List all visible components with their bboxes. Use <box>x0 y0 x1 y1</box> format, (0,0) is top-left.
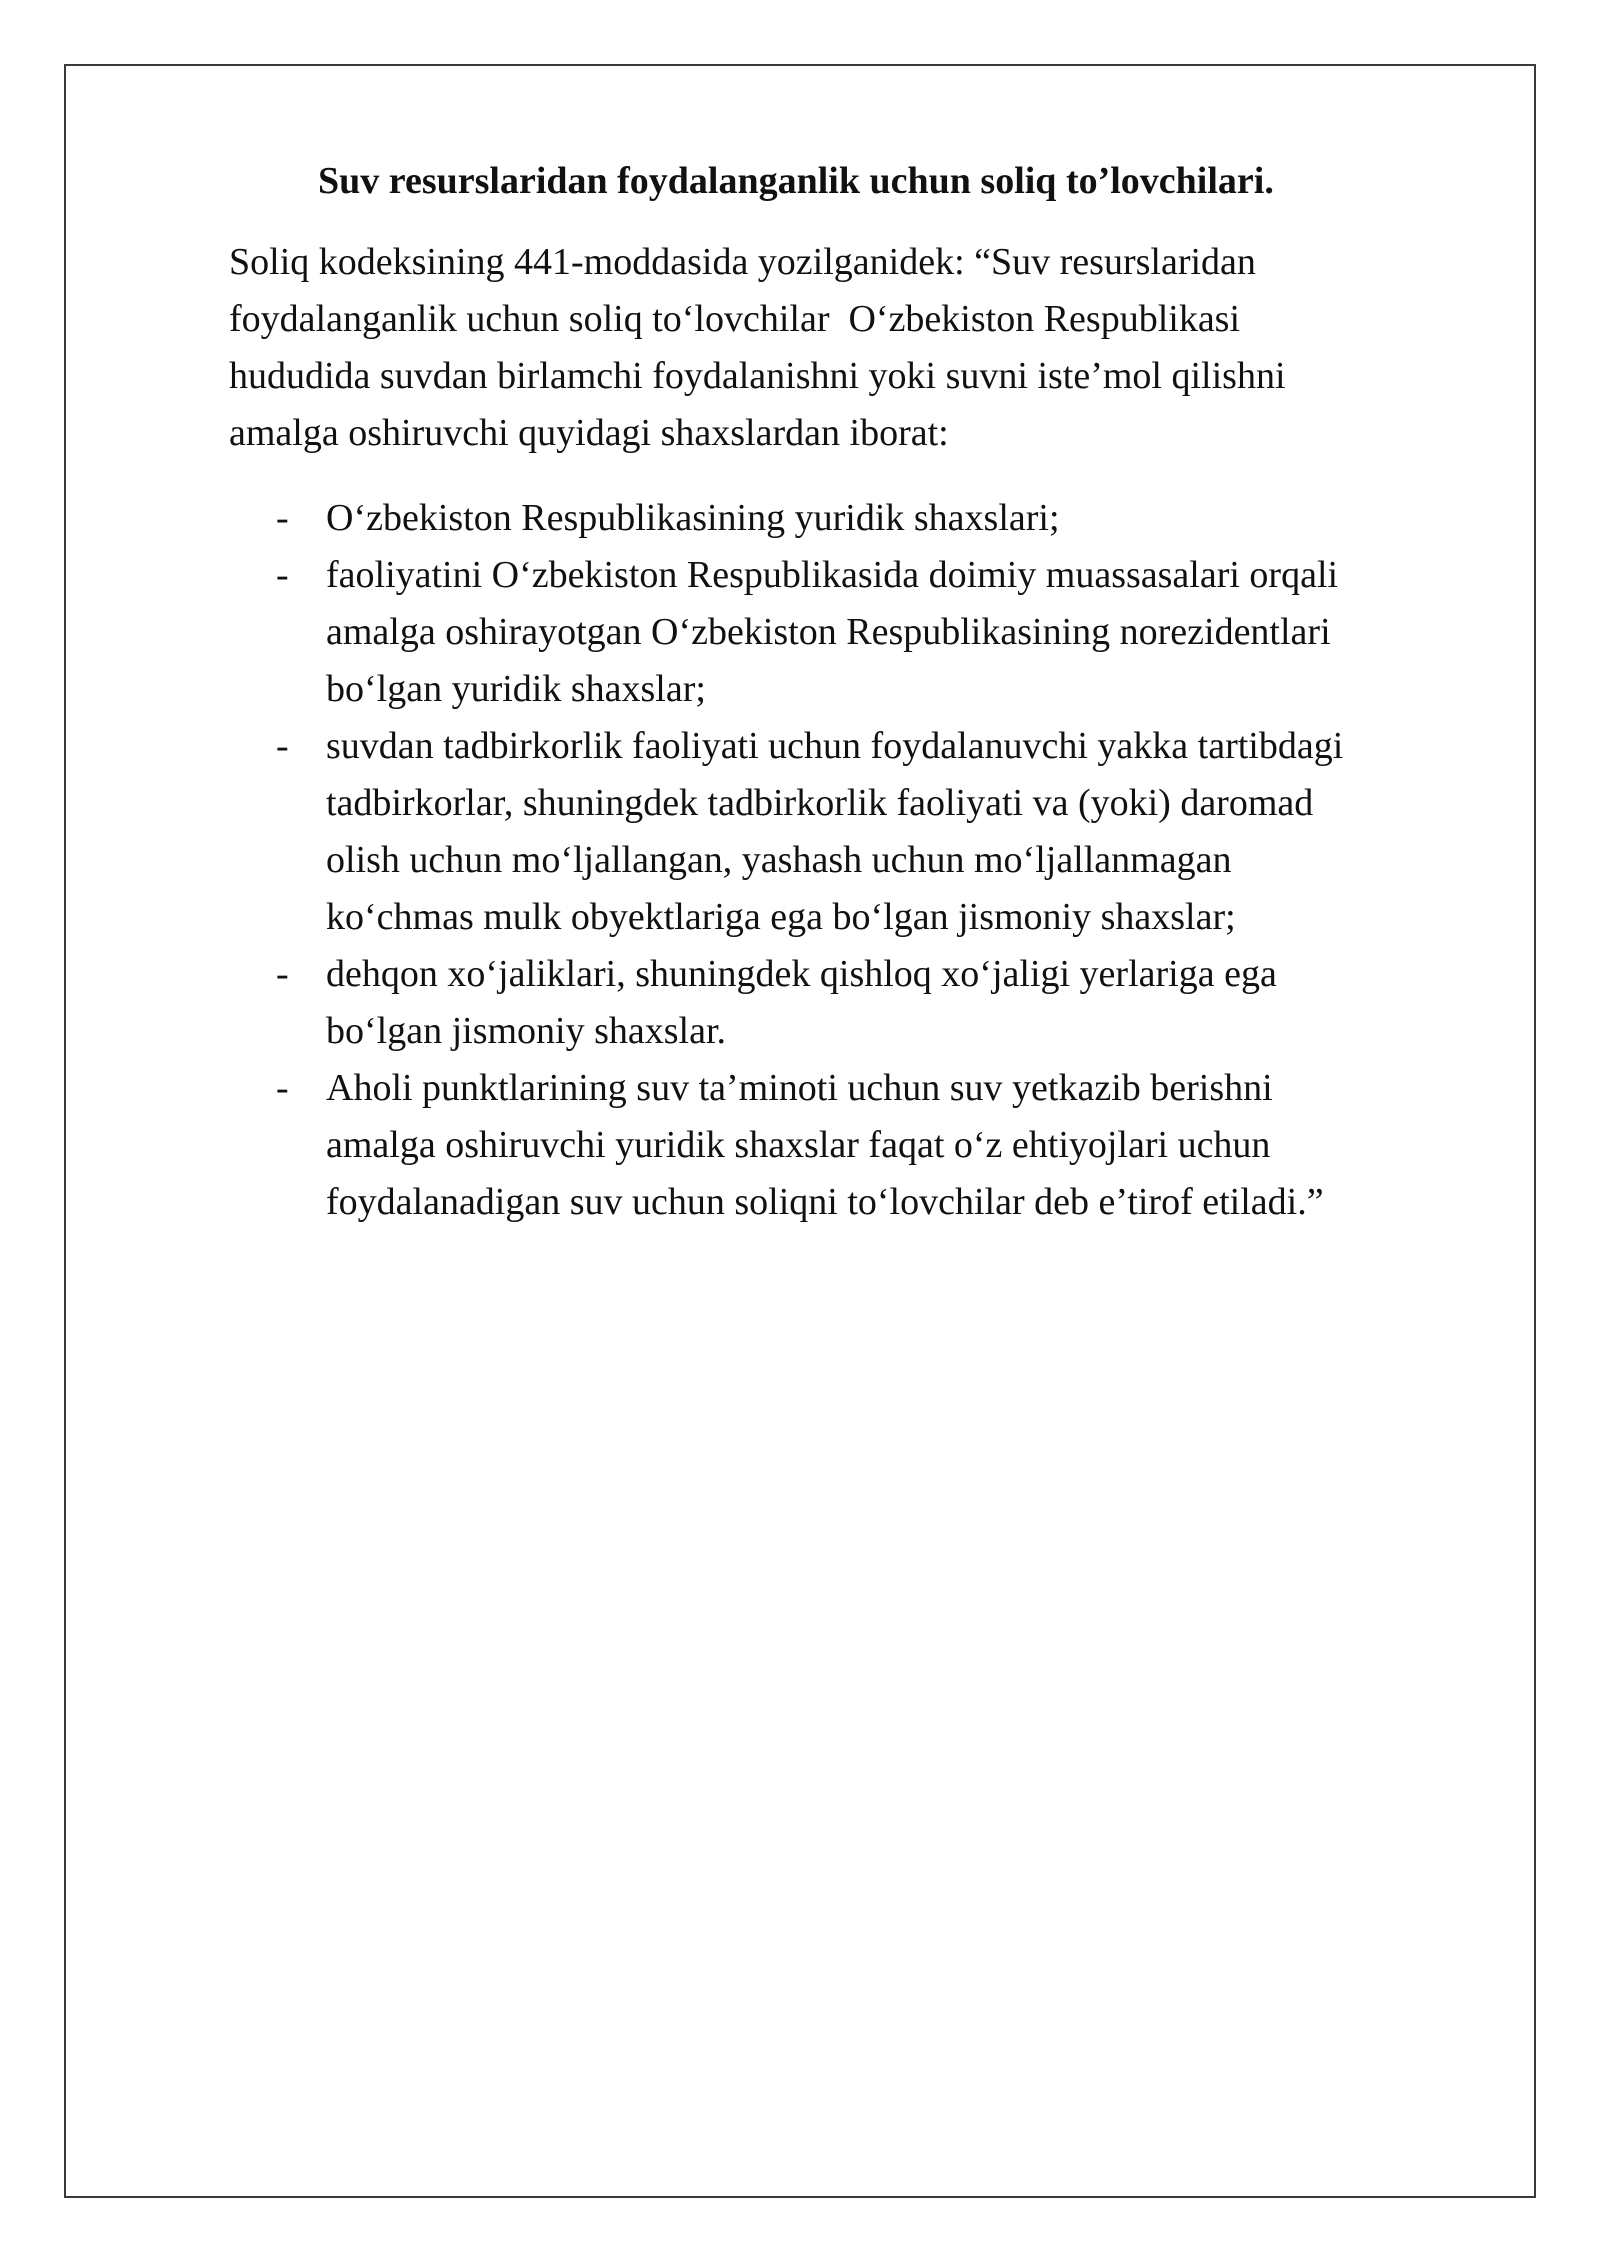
list-item-line: boʻlgan jismoniy shaxslar. <box>326 1010 727 1052</box>
bullet-dash: - <box>276 497 289 539</box>
list-item <box>276 946 1506 1060</box>
intro-line: Soliq kodeksining 441-moddasida yozilganidek: “Suv resurslaridan <box>229 241 1256 283</box>
intro-line: hududida suvdan birlamchi foydalanishni yoki suvni iste’mol qilishni <box>229 355 1286 397</box>
bullet-dash: - <box>276 1067 289 1109</box>
list-item-line: Oʻzbekiston Respublikasining yuridik shaxslari; <box>326 497 1060 539</box>
list-item <box>276 718 1506 946</box>
list-item-line: foydalanadigan suv uchun soliqni toʻlovchilar deb e’tirof etiladi.” <box>326 1181 1324 1223</box>
list-item-line: Aholi punktlarining suv ta’minoti uchun suv yetkazib berishni <box>326 1067 1273 1109</box>
intro-line: amalga oshiruvchi quyidagi shaxslardan iborat: <box>229 412 949 454</box>
list-item-line: suvdan tadbirkorlik faoliyati uchun foydalanuvchi yakka tartibdagi <box>326 725 1344 767</box>
list-item-line: koʻchmas mulk obyektlariga ega boʻlgan jismoniy shaxslar; <box>326 896 1236 938</box>
list-item-line: tadbirkorlar, shuningdek tadbirkorlik faoliyati va (yoki) daromad <box>326 782 1314 824</box>
list-item <box>276 1060 1506 1231</box>
list-item-line: boʻlgan yuridik shaxslar; <box>326 668 706 710</box>
list-item-line: faoliyatini Oʻzbekiston Respublikasida doimiy muassasalari orqali <box>326 554 1339 596</box>
list-item <box>276 490 1506 547</box>
list-item-line: dehqon xoʻjaliklari, shuningdek qishloq xoʻjaligi yerlariga ega <box>326 953 1277 995</box>
list-item-line: amalga oshirayotgan Oʻzbekiston Respublikasining norezidentlari <box>326 611 1331 653</box>
list-item <box>276 547 1506 718</box>
bullet-dash: - <box>276 554 289 596</box>
bullet-dash: - <box>276 725 289 767</box>
list-item-line: amalga oshiruvchi yuridik shaxslar faqat oʻz ehtiyojlari uchun <box>326 1124 1271 1166</box>
bullet-dash: - <box>276 953 289 995</box>
intro-paragraph <box>229 234 1489 462</box>
taxpayer-list <box>276 490 1506 1231</box>
list-item-line: olish uchun moʻljallangan, yashash uchun moʻljallanmagan <box>326 839 1232 881</box>
intro-line: foydalanganlik uchun soliq toʻlovchilar Oʻzbekiston Respublikasi <box>229 298 1241 340</box>
document-title: Suv resurslaridan foydalanganlik uchun soliq to’lovchilari. <box>318 160 1274 202</box>
